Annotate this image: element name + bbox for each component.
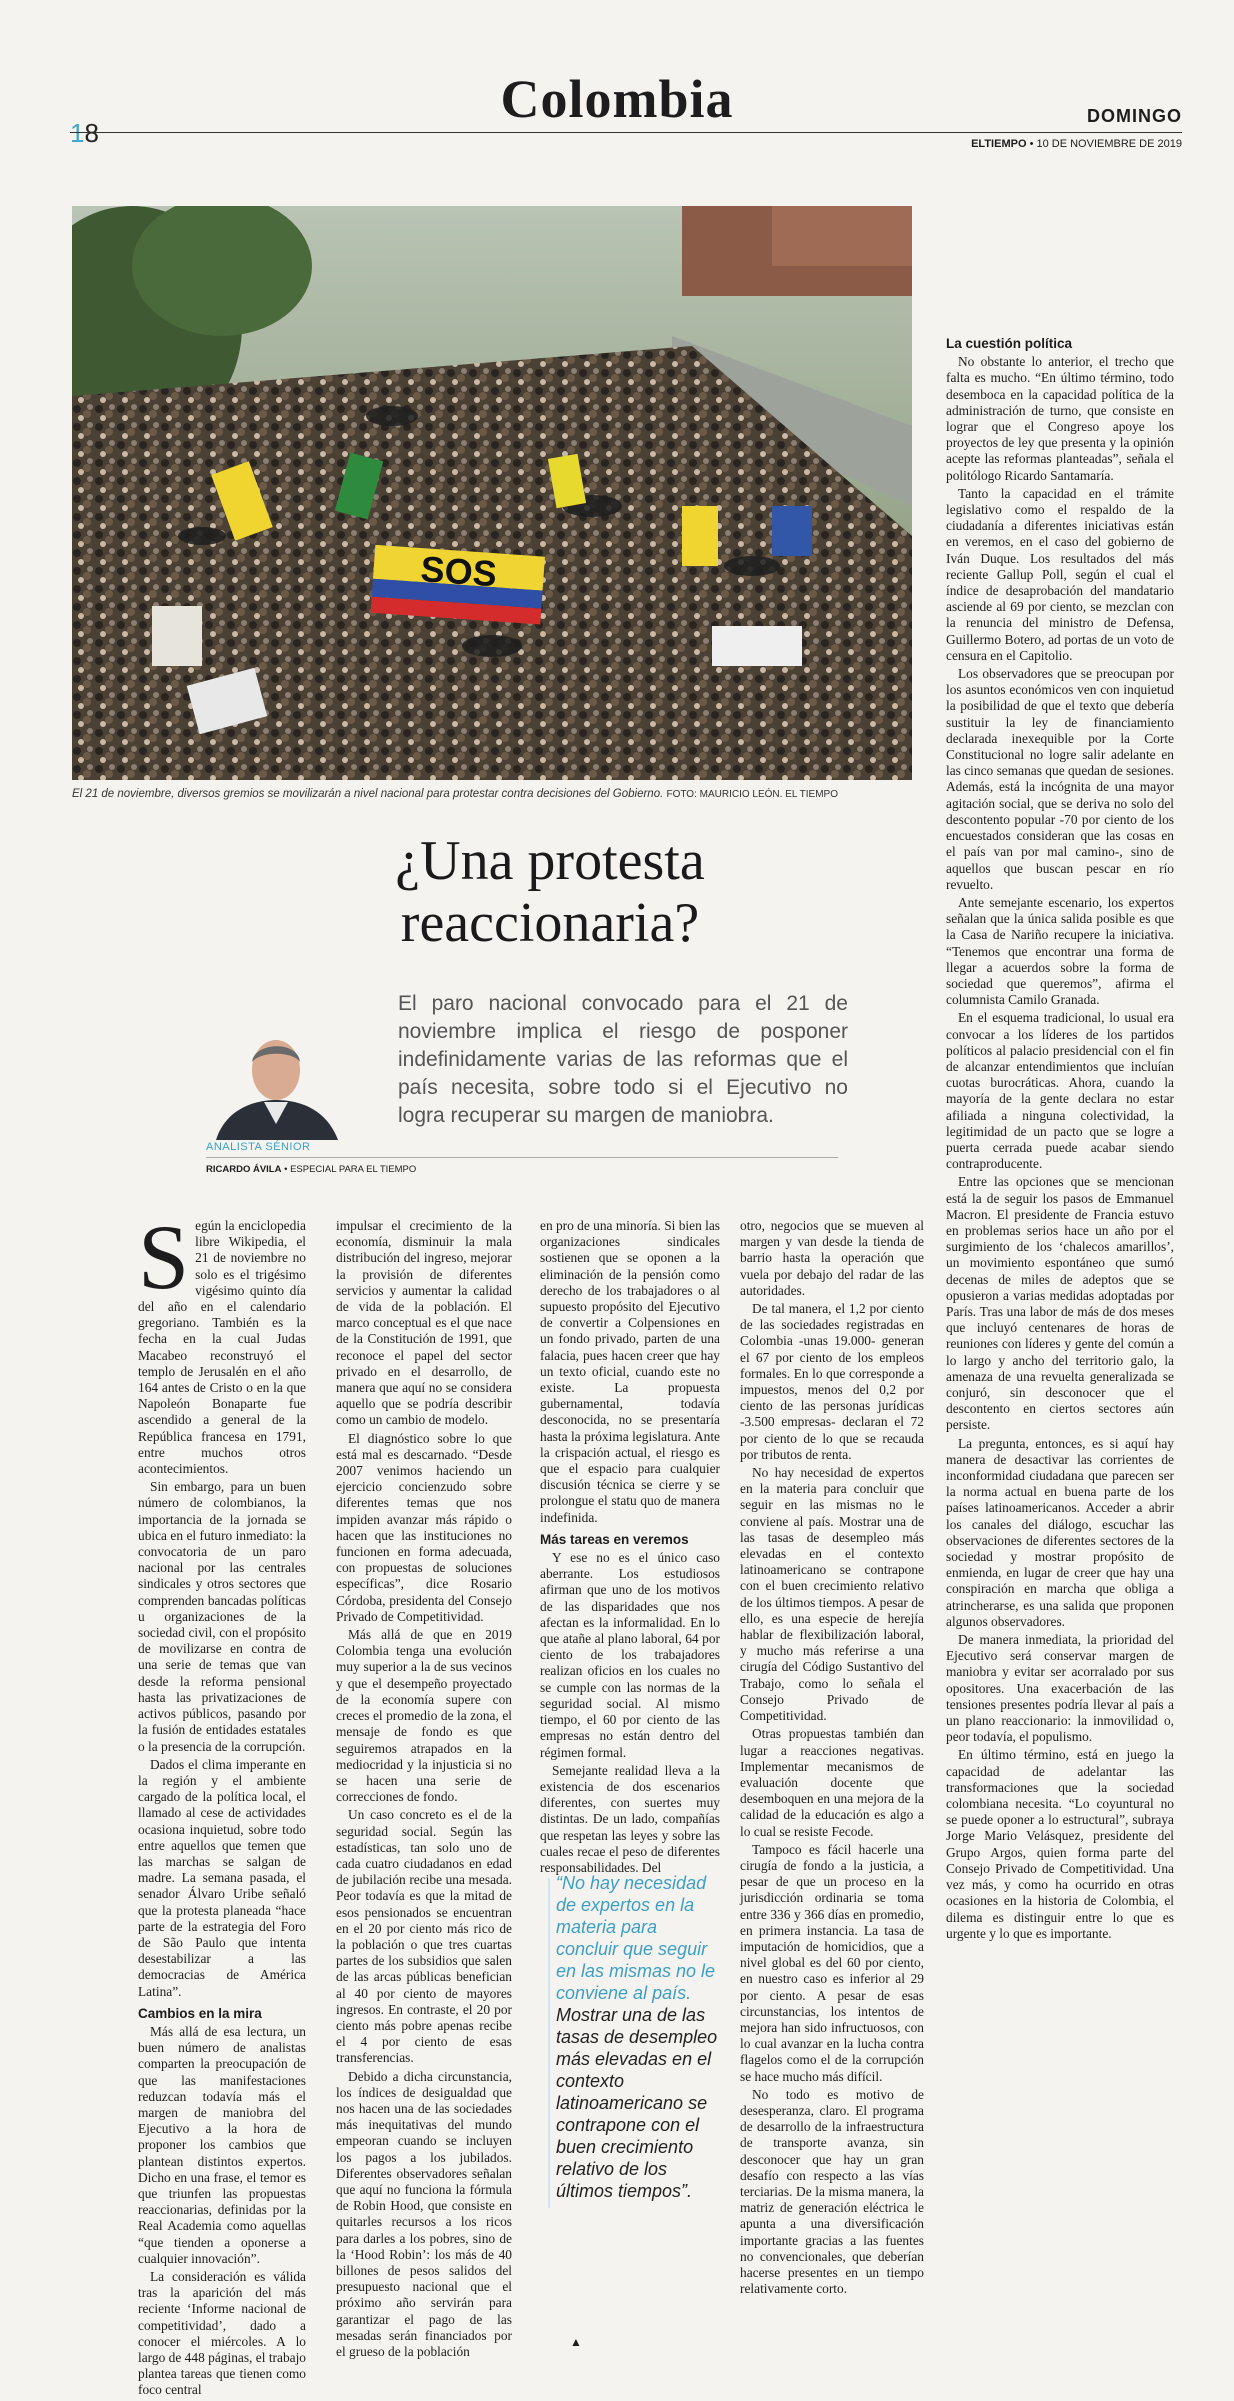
paragraph: La pregunta, entonces, es si aquí hay manera de desactivar las corrientes de inconformidad ciudadana que parecen ser la norma actual en buena parte de los países latinoamericanos. Acceder a abrir los canales del diálogo, escuchar las observaciones de diferentes sectores de la sociedad y mostrar propósito de enmienda, en lugar de creer que hay una conspiración en marcha que obliga a atrincherarse, es una salida que proponen algunos observadores. [946,1435,1174,1629]
page-mark: ▲ [570,2335,582,2349]
paragraph: No hay necesidad de expertos en la materia para concluir que seguir en las mismas no le conviene al país. Mostrar una de las tasas de desempleo más elevadas en el contexto latinoamericano se contrapone con el buen crecimiento relativo de los últimos tiempos. A pesar de ello, es una especie de herejía hablar de flexibilización laboral, y mucho más referirse a una cirugía del Código Sustantivo del Trabajo, como lo señala el Consejo Privado de Competitividad. [740,1465,924,1724]
paragraph: La consideración es válida tras la aparición del más reciente ‘Informe nacional de competitividad’, dado a conocer el miércoles. A lo largo de 448 páginas, el trabajo plantea tareas que tienen como foco central [138,2269,306,2398]
paragraph: No obstante lo anterior, el trecho que falta es mucho. “En último término, todo desemboca en la capacidad política de la administración de turno, que consiste en lograr que el Congreso apoye los proyectos de ley que presenta y la opinión acepte las reformas planteadas”, señala el politólogo Ricardo Santamaría. [946,354,1174,483]
article-deck: El paro nacional convocado para el 21 de noviembre implica el riesgo de posponer indefinidamente varias de las reformas que el país necesita, sobre todo si el Ejecutivo no logra recuperar su margen de maniobra. [398,992,848,1127]
paragraph: En el esquema tradicional, lo usual era convocar a los líderes de los partidos políticos al palacio presidencial con el fin de alcanzar entendimientos que incluían cuotas burocráticas. Ahora, cuando la mayoría de la gente declara no estar afiliada a ninguna colectividad, la legitimidad de un pacto que se logre a puerta cerrada puede acabar siendo contraproducente. [946,1010,1174,1172]
pullquote: “No hay necesidad de expertos en la materia para concluir que seguir en las mismas no le conviene al país. Mostrar una de las tasas de desempleo más elevadas en el contexto latinoamericano se contrapone con el buen crecimiento relativo de los últimos tiempos”. [556,1873,718,2201]
paragraph: Sin embargo, para un buen número de colombianos, la importancia de la jornada se ubica en el futuro inmediato: la convocatoria de un paro nacional por las centrales sindicales y otros sectores que comprenden bancadas políticas u organizaciones de la sociedad civil, con el propósito de movilizarse en contra de una serie de temas que van desde la reforma pensional hasta las privatizaciones de activos públicos, pasando por la fusión de entidades estatales o la presencia de la corrupción. [138,1479,306,1754]
paragraph: Otras propuestas también dan lugar a reacciones negativas. Implementar mecanismos de evaluación docente que desemboquen en una mejora de la calidad de la educación es algo a lo cual se resiste Fecode. [740,1726,924,1839]
day-label: DOMINGO [1087,106,1182,126]
paragraph: otro, negocios que se mueven al margen y van desde la tienda de barrio hasta la operación que vuela por debajo del radar de las autoridades. [740,1218,924,1298]
header-divider [70,132,1182,133]
paragraph: Tampoco es fácil hacerle una cirugía de fondo a la justicia, a pesar de que un proceso en la jurisdicción ordinaria se toma entre 336 y 366 días en promedio, en primera instancia. La tasa de imputación de homicidios, que a nivel global es del 60 por ciento, en nuestro caso es inferior al 29 por ciento. A pesar de esas circunstancias, los intentos de mejora han sido infructuosos, con lo cual avanzar en la lucha contra flagelos como el de la corrupción se hace mucho más difícil. [740,1841,924,2084]
paragraph: Los observadores que se preocupan por los asuntos económicos ven con inquietud la posibilidad de que el texto que debería sustituir la ley de financiamiento declarada inexequible por la Corte Constitucional no logre salir adelante en las cinco semanas que quedan de sesiones. Además, está la incógnita de una mayor agitación social, que se deriva no solo del descontento popular -70 por ciento de los encuestados consideran que las cosas en el país van por mal camino-, sino de aquellos que buscan pescar en río revuelto. [946,666,1174,892]
paragraph: Semejante realidad lleva a la existencia de dos escenarios diferentes, con suertes muy distintas. De un lado, compañías que respetan las leyes y sobre las cuales recae el peso de diferentes responsabilidades. Del [540,1762,720,1875]
paragraph: Un caso concreto es el de la seguridad social. Según las estadísticas, tan solo uno de cada cuatro ciudadanos en edad de jubilación recibe una mesada. Peor todavía es que la mitad de esos pensionados se encuentran en el 20 por ciento más rico de la población o que tres cuartas partes de los subsidios que salen de las arcas públicas benefician al 40 por ciento de mayores ingresos. En contraste, el 20 por ciento más pobre apenas recibe el 4 por ciento de esas transferencias. [336,1807,512,2066]
paragraph: Según la enciclopedia libre Wikipedia, el 21 de noviembre no solo es el trigésimo vigésimo quinto día del año en el calendario gregoriano. También es la fecha en la cual Judas Macabeo reconstruyó el templo de Jerusalén en el año 164 antes de Cristo o en la que Napoleón Bonaparte fue ascendido a general de la República francesa en 1791, entre muchos otros acontecimientos. [138,1206,306,1477]
article-column-4 [740,1218,924,2299]
paragraph: Debido a dicha circunstancia, los índices de desigualdad que nos hacen una de las sociedades más inequitativas del mundo empeoran cuando se incluyen los pagos a los jubilados. Diferentes observadores señalan que aquí no funciona la fórmula de Robin Hood, que consiste en quitarles recursos a los ricos para darles a los pobres, sino de la ‘Hood Robin’: los más de 40 billones de pesos salidos del presupuesto nacional que el próximo año servirán para garantizar el pago de las mesadas serán financiados por el grueso de la población [336,2068,512,2360]
byline: RICARDO ÁVILA • ESPECIAL PARA EL TIEMPO [206,1164,417,1175]
pullquote-bar [548,1878,550,2208]
paragraph: Entre las opciones que se mencionan está la de seguir los pasos de Emmanuel Macron. El presidente de Francia estuvo en problemas serios hace un año por el surgimiento de los ‘chalecos amarillos’, un movimiento espontáneo que sumó decenas de miles de adeptos que se opusieron a varias medidas adoptadas por París. Tras una labor de más de dos meses que incluyó centenares de horas de reuniones con líderes y gente del común a lo largo y ancho del territorio galo, la amenaza de una revuelta generalizada se conjuró, sin desconocer que el descontento en ciertos sectores aún persiste. [946,1174,1174,1433]
article-column-3 [540,1218,720,1878]
byline-divider [206,1157,838,1158]
publication-line: ELTIEMPO • 10 DE NOVIEMBRE DE 2019 [971,138,1182,150]
paragraph: Tanto la capacidad en el trámite legislativo como el respaldo de la ciudadanía a diferentes iniciativas están en veremos, en el caso del gobierno de Iván Duque. Los resultados del más reciente Gallup Poll, según el cual el índice de desaprobación del mandatario asciende al 69 por ciento, se mezclan con la renuncia del ministro de Defensa, Guillermo Botero, ad portas de un voto de censura en el Capitolio. [946,485,1174,663]
paragraph: Ante semejante escenario, los expertos señalan que la única salida posible es que la Casa de Nariño recupere la iniciativa. “Tenemos que encontrar una forma de llegar a acuerdos sobre la forma de sociedad que queremos”, afirma el columnista Camilo Granada. [946,894,1174,1008]
photo-credit: FOTO: MAURICIO LEÓN. EL TIEMPO [666,789,838,800]
paragraph: Más allá de esa lectura, un buen número de analistas comparten la preocupación de que las manifestaciones reduzcan todavía más el margen de maniobra del Ejecutivo a la hora de proponer los cambios que plantean distintos expertos. Dicho en una frase, el temor es que triunfen las propuestas reaccionarias, definidas por la Real Academia como aquellas “que tienden a oponerse a cualquier innovación”. [138,2023,306,2266]
sos-banner-text: SOS [419,548,499,595]
article-column-5 [946,330,1174,1944]
article-column-1 [138,1206,306,2401]
photo-caption: El 21 de noviembre, diversos gremios se movilizarán a nivel nacional para protestar contra decisiones del Gobierno. FOTO: MAURICIO LEÓN. EL TIEMPO [72,788,838,800]
section-title: Colombia [500,69,734,129]
article-column-2 [336,1218,512,2362]
author-photo [206,1028,346,1140]
paragraph: De tal manera, el 1,2 por ciento de las sociedades registradas en Colombia -unas 19.000- generan el 67 por ciento de los empleos formales. En lo que corresponde a impuestos, menos del 0,2 por ciento de las personas jurídicas -3.500 empresas- declaran el 72 por ciento de lo que se recauda por tributos de renta. [740,1301,924,1462]
paragraph: El diagnóstico sobre lo que está mal es descarnado. “Desde 2007 venimos haciendo un ejercicio concienzudo sobre diferentes temas que nos impiden avanzar más rápido o hacen que las instituciones no funcionen en forma adecuada, con propuestas de soluciones específicas”, dice Rosario Córdoba, presidenta del Consejo Privado de Competitividad. [336,1430,512,1624]
protest-photo [72,206,912,780]
paragraph: Más allá de que en 2019 Colombia tenga una evolución muy superior a la de sus vecinos y que el desempeño proyectado de la economía supere con creces el promedio de la zona, el mensaje de fondo es que seguiremos atrapados en la mediocridad y la injusticia si no se hacen una serie de correcciones de fondo. [336,1627,512,1805]
author-label: ANALISTA SÉNIOR [206,1141,311,1153]
paragraph: Dados el clima imperante en la región y el ambiente cargado de la política local, el llamado al cese de actividades ocasiona inquietud, sobre todo entre aquellos que temen que las marchas se salgan de madre. La semana pasada, el senador Álvaro Uribe señaló que la protesta planeada “hace parte de la estrategia del Foro de São Paulo que intenta desestabilizar a las democracias de América Latina”. [138,1756,306,1999]
subheading: La cuestión política [946,336,1073,351]
paragraph: En último término, está en juego la capacidad de adelantar las transformaciones que la sociedad colombiana necesita. “Lo coyuntural no se puede oponer a lo estructural”, subraya Jorge Mario Velásquez, presidente del Grupo Argos, quien forma parte del Consejo Privado de Competitividad. Una vez más, y como ha ocurrido en otras ocasiones en la historia de Colombia, el dilema es distinguir entre lo que es urgente y lo que es importante. [946,1747,1174,1941]
paragraph: Y ese no es el único caso aberrante. Los estudiosos afirman que uno de los motivos de las disparidades que nos afectan es la informalidad. En lo que atañe al plano laboral, 64 por ciento de los trabajadores realizan oficios en los cuales no se cumple con las normas de la seguridad social. Al mismo tiempo, el 60 por ciento de las empresas no están dentro del régimen formal. [540,1550,720,1760]
paragraph: No todo es motivo de desesperanza, claro. El programa de desarrollo de la infraestructura de transporte avanza, sin desconocer que hay un gran desafío con respecto a las vías terciarias. De la misma manera, la matriz de generación eléctrica le apunta a una diversificación importante gracias a las fuentes no convencionales, que deberían hacerse presentes en un tiempo relativamente corto. [740,2086,924,2297]
paragraph: impulsar el crecimiento de la economía, disminuir la mala distribución del ingreso, mejorar la provisión de diferentes servicios y aumentar la calidad de vida de la población. El marco conceptual es el que nace de la Constitución de 1991, que reconoce el papel del sector privado en el desarrollo, de manera que aquí no se considera aquello que se podría describir como un cambio de modelo. [336,1218,512,1428]
paragraph: De manera inmediata, la prioridad del Ejecutivo será conservar margen de maniobra y evitar ser acorralado por sus opositores. Una exacerbación de las tensiones presentes podría llevar al país a un plano reaccionario: la inmovilidad o, peor todavía, el populismo. [946,1632,1174,1745]
subheading: Más tareas en veremos [540,1531,689,1547]
paragraph: en pro de una minoría. Si bien las organizaciones sindicales sostienen que se oponen a la eliminación de la pensión como derecho de los trabajadores o al supuesto propósito del Ejecutivo de convertir a Colpensiones en un fondo privado, parten de una falacia, pues hacen creer que hay un texto oficial, cuando este no existe. La propuesta gubernamental, todavía desconocida, no se presentaría hasta la próxima legislatura. Ante la crispación actual, el riesgo es que el espacio para cualquier discusión técnica se cierre y se prolongue el statu quo de manera indefinida. [540,1218,720,1525]
page-number: 18 [70,118,99,148]
subheading: Cambios en la mira [138,2005,262,2021]
article-headline: ¿Una protesta reaccionaria? [395,830,705,954]
drop-cap: S [138,1206,190,1308]
